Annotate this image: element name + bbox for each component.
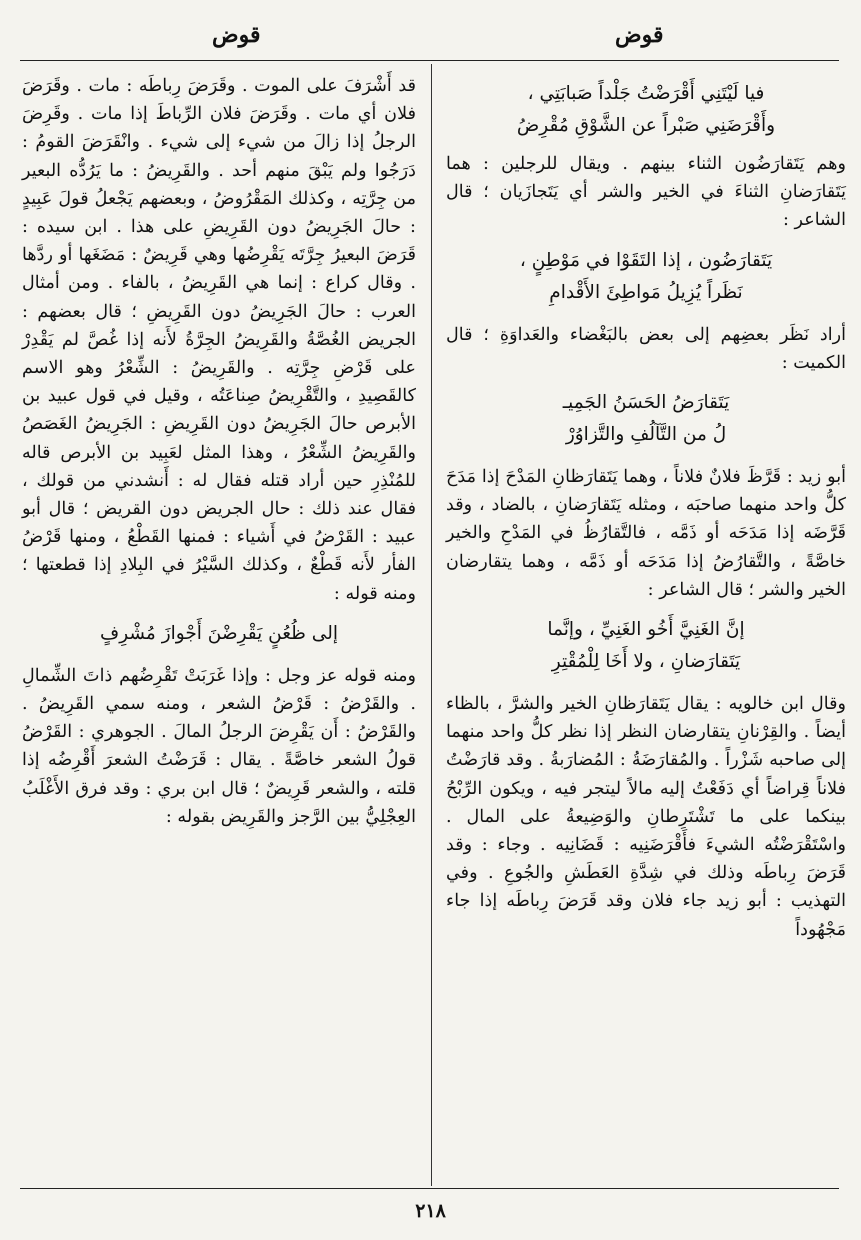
verse-line: يَتَقارَضُ الحَسَنُ الجَمِيـ [562, 392, 730, 414]
paragraph: ومنه قوله عز وجل : وإذا غَرَبَتْ تَقْرِضُهم ذاتَ الشِّمالِ . والقَرْضُ : قَرْضُ الشعر ، ومنه سمي القَرِيضُ . والقَرْضُ : أَن يَقْرِضَ الرجلُ المالَ . الجوهري : القَرْضُ قولُ الشعر خاصَّةً . يقال : قَرَضْتُ الشعرَ أَقْرِضُه إذا قلته ، والشعر قَرِيضٌ ؛ قال ابن بري : وقد فرق الأَغْلَبُ العِجْلِيُّ بين الرَّجز والقَرِيض بقوله : [22, 665, 416, 827]
top-rule [20, 60, 839, 61]
bottom-rule [20, 1188, 839, 1189]
verse-block [446, 614, 846, 678]
verse-line: لُ من التَّآلُفِ والتَّزاوُرْ [565, 424, 727, 446]
left-column [22, 72, 416, 831]
running-head-right: قوض [615, 22, 664, 48]
verse-line: وأَقْرَضَنِي صَبْراً عن الشَّوْقِ مُقْرِضُ [516, 115, 776, 136]
verse-block [446, 78, 846, 142]
verse-line: إنَّ الغَنِيَّ أَخُو الغَنِيِّ ، وإنَّما [547, 619, 745, 641]
running-head-left: قوض [212, 22, 261, 48]
verse-block [446, 387, 846, 451]
paragraph: أراد نَظَر بعضِهم إلى بعض بالبَغْضاء والعَداوَةِ ؛ قال الكميت : [446, 324, 846, 373]
paragraph: وقال ابن خالويه : يقال يَتَقارَظانِ الخير والشرَّ ، بالظاء أيضاً . والقِرْنانِ يتقارضان النظر إذا نظر كلُّ واحد منهما إلى صاحبه شَزْراً . والمُقارَضَةُ : المُضارَبةُ . وقد قارَضْتُ فلاناً قِراضاً أي دَفَعْتُ إليه مالاً ليتجر فيه ، ويكون الرِّبْحُ بينكما على ما تَشْتَرِطانِ والوَضِيعةُ على المال . واسْتَقْرَضْتُه الشيءَ فأَقْرَضَنِيه : قَضَانِيه . وجاء : وقد قَرَضَ رِباطَه وذلك في شِدَّةِ العَطَشِ والجُوعِ . وفي التهذيب : أبو زيد جاء فلان وقد قَرَضَ رِباطَه إذا جاء مَجْهُوداً [446, 694, 846, 940]
verse-line: نَظَراً يُزِيلُ مَواطِئَ الأَقْدامِ [549, 281, 743, 303]
verse-line: يَتَقارَضُون ، إذا التَقَوْا في مَوْطِنٍ ، [519, 249, 773, 271]
right-column [446, 72, 846, 944]
column-divider [431, 64, 432, 1186]
paragraph: قد أَشْرَفَ على الموت . وقَرَضَ رِباطَه : مات . وقَرَضَ فلان أي مات . وقَرَضَ فلان الرِّباطَ إذا مات . وقَرِضَ الرجلُ إذا زالَ من شيء إلى شيء . وانْقَرَضَ القومُ : دَرَجُوا ولم يَبْقَ منهم أحد . والقَرِيضُ : ما يَرُدُّه البعير من جِرَّتِه ، وكذلك المَقْرُوضُ ، وبعضهم يَجْعلُ قولَ عَبِيدٍ : حالَ الجَرِيضُ دون القَرِيضِ على هذا . ابن سيده : قَرَضَ البعيرُ جِرَّتَه يَقْرِضُها وهي قَرِيضٌ : مَضَغَها أو ردَّها . وقال كراع : إنما هي القَرِيضُ ، بالفاء . ومن أمثال العرب : حالَ الجَرِيضُ دون القَرِيضِ ؛ قال بعضهم : الجريض الغُصَّةُ والقَرِيضُ الجِرَّةُ لأَنه إذا غُصَّ لم يَقْدِرْ على قَرْضِ جِرَّتِه . والقَرِيضُ : الشِّعْرُ وهو الاسم كالقَصِيدِ ، والتَّقْرِيضُ صِناعَتُه ، وقيل في قول عبيد بن الأبرص حالَ الجَرِيضُ دون القَرِيضِ : الجَرِيضُ الغَصَصُ والقَرِيضُ الشِّعْرُ ، وهذا المثل لعَبِيد بن الأبرص قاله للمُنْذِرِ حين أراد قتله فقال له : أَنشدني من قولك ، فقال عند ذلك : حال الجريض دون القريض ؛ قال أبو عبيد : القَرْضُ في أَشياء : فمنها القَطْعُ ، ومنها قَرْضُ الفأر لأَنه قَطْعٌ ، وكذلك السَّيْرُ في البِلادِ إذا قطعتها ؛ ومنه قوله : [22, 76, 416, 604]
verse-block [22, 618, 416, 650]
paragraph: وهم يَتَقارَضُون الثناء بينهم . ويقال للرجلين : هما يَتَقارَضانِ الثناءَ في الخير والشر أي يَتَجازَيان ؛ قال الشاعر : [446, 154, 846, 231]
verse-line: فيا لَيْتَنِي أَقْرَضْتُ جَلْداً صَبابَتِي ، [527, 83, 765, 104]
verse-block [446, 245, 846, 309]
verse-line: إلى ظُعُنٍ يَقْرِضْنَ أَجْوازَ مُشْرِفٍ [100, 622, 338, 644]
paragraph: أبو زيد : قَرَّظَ فلانٌ فلاناً ، وهما يَتَقارَظانِ المَدْحَ إذا مَدَحَ كلُّ واحد منهما صاحبَه ، ومثله يَتَقارَضانِ ، بالضاد ، وقد قَرَّضَه إذا مَدَحَه أو ذَمَّه ، فالتَّقارُظُ في المَدْحِ والخير خاصَّةً ، والتَّقارُضُ إذا مَدَحَه أو ذَمَّه ، وهما يتقارضان الخير والشر ؛ قال الشاعر : [446, 467, 846, 600]
page-number: ٢١٨ [415, 1200, 446, 1222]
verse-line: يَتَقارَضانِ ، ولا أَخَا لِلْمُقْتِرِ [551, 651, 741, 673]
